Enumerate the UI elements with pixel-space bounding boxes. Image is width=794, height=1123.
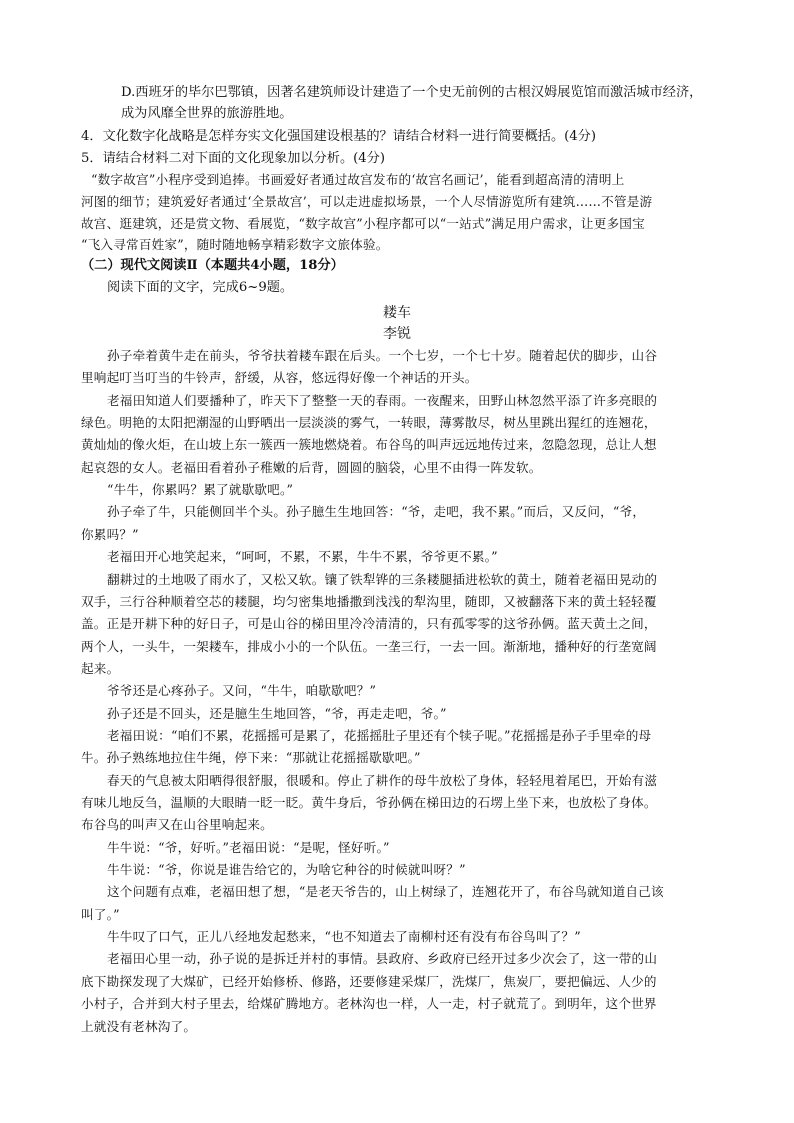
article-line: 盖。正是开耕下种的好日子，可是山谷的梯田里冷冷清清的，只有孤零零的这爷孙俩。蓝天黄土之间， <box>81 616 657 631</box>
article-title: 耧车 <box>383 305 411 321</box>
article-line: 黄灿灿的像火炬，在山坡上东一簇西一簇地燃烧着。布谷鸟的叫声远远地传过来，忽隐忽现，总让人想 <box>81 437 657 452</box>
article-line: 牛。孙子熟练地拉住牛绳，停下来：“那就让花摇摇歇歇吧。” <box>81 750 421 765</box>
article-line: 两个人，一头牛，一架耧车，排成小小的一个队伍。一垄三行，一去一回。渐渐地，播种好的行垄宽阔 <box>81 639 657 654</box>
article-line: 孙子牵着黄牛走在前头，爷爷扶着耧车跟在后头。一个七岁，一个七十岁。随着起伏的脚步，山谷 <box>107 348 658 363</box>
q5-material-line-3: 故宫、逛建筑，还是赏文物、看展览，“数字故宫”小程序都可以“一站式”满足用户需求，让更多国宝 <box>81 216 645 231</box>
question-4: 4．文化数字化战略是怎样夯实文化强国建设根基的？请结合材料一进行简要概括。(4分) <box>81 129 597 144</box>
article-line: 老福田开心地笑起来，“呵呵，不累，不累，牛牛不累，爷爷更不累。” <box>107 549 498 564</box>
article-line: 里响起叮当叮当的牛铃声，舒缓，从容，悠远得好像一个神话的开头。 <box>81 370 478 385</box>
article-line: 绿色。明艳的太阳把潮湿的山野晒出一层淡淡的雾气，一转眼，薄雾散尽，树丛里跳出猩红的连翘花， <box>81 415 657 430</box>
article-author: 李锐 <box>383 326 411 342</box>
article-line: 上就没有老林沟了。 <box>81 1019 197 1034</box>
q5-material-line-2: 河图的细节；建筑爱好者通过‘全景故宫’，可以走进虚拟场景，一个人尽情游览所有建筑……不管是游 <box>81 194 653 209</box>
article-line: 底下勘探发现了大煤矿，已经开始修桥、修路，还要修建采煤厂，洗煤厂，焦炭厂，要把偏远、人少的 <box>81 974 657 989</box>
q5-material-line-1: “数字故宫”小程序受到追捧。书画爱好者通过故宫发布的‘故宫名画记’，能看到超高清的清明上 <box>91 172 625 187</box>
article-line: 叫了。” <box>81 907 120 922</box>
option-d-line-1: D.西班牙的毕尔巴鄂镇，因著名建筑师设计建造了一个史无前例的古根汉姆展览馆而激活城市经济， <box>121 85 703 100</box>
article-line: 起哀怨的女人。老福田看着孙子稚嫩的后背，圆圆的脑袋，心里不由得一阵发软。 <box>81 460 542 475</box>
option-d-line-2: 成为风靡全世界的旅游胜地。 <box>121 106 293 121</box>
article-line: 孙子牵了牛，只能侧回半个头。孙子臆生生地回答：“爷，走吧，我不累。”而后，又反问，“爷， <box>107 504 646 519</box>
article-line: 双手，三行谷种顺着空芯的耧腿，均匀密集地播撒到浅浅的犁沟里，随即，又被翻落下来的黄土轻轻覆 <box>81 594 657 609</box>
article-line: 有味儿地反刍，温顺的大眼睛一眨一眨。黄牛身后，爷孙俩在梯田边的石塄上坐下来，也放松了身体。 <box>81 795 657 810</box>
section-heading: （二）现代文阅读Ⅱ（本题共4小题，18分） <box>81 258 344 273</box>
q5-material-line-4: “飞入寻常百姓家”，随时随地畅享精彩数字文旅体验。 <box>81 237 389 252</box>
article-line: 老福田心里一动，孙子说的是拆迁并村的事情。县政府、乡政府已经开过多少次会了，这一带的山 <box>107 951 658 966</box>
article-line: 老福田说：“咱们不累，花摇摇可是累了，花摇摇肚子里还有个犊子呢。”花摇摇是孙子手里牵的母 <box>107 728 652 743</box>
article-line: 春天的气息被太阳晒得很舒服，很暖和。停止了耕作的母牛放松了身体，轻轻甩着尾巴，开始有滋 <box>107 773 658 788</box>
article-line: “牛牛，你累吗？累了就歇歇吧。” <box>107 482 294 497</box>
article-line: 牛牛叹了口气，正儿八经地发起愁来，“也不知道去了南柳村还有没有布谷鸟叫了？” <box>107 929 581 944</box>
section-instruction: 阅读下面的文字，完成6~9题。 <box>107 280 294 295</box>
article-line: 老福田知道人们要播种了，昨天下了整整一天的春雨。一夜醒来，田野山林忽然平添了许多亮眼的 <box>107 393 658 408</box>
article-line: 牛牛说：“爷，你说是谁告给它的，为啥它种谷的时候就叫呀？” <box>107 862 466 877</box>
article-line: 牛牛说：“爷，好听。”老福田说：“是呢，怪好听。” <box>107 840 390 855</box>
article-line: 这个问题有点难，老福田想了想，“是老天爷告的，山上树绿了，连翘花开了，布谷鸟就知道自己该 <box>107 884 664 899</box>
article-line: 起来。 <box>81 661 120 676</box>
article-line: 布谷鸟的叫声又在山谷里响起来。 <box>81 817 273 832</box>
question-5: 5．请结合材料二对下面的文化现象加以分析。(4分) <box>81 151 386 166</box>
article-line: 孙子还是不回头，还是臆生生地回答，“爷，再走走吧，爷。” <box>107 706 447 721</box>
article-line: 翻耕过的土地吸了雨水了，又松又软。镶了铁犁铧的三条耧腿插进松软的黄土，随着老福田晃动的 <box>107 572 658 587</box>
article-line: 你累吗？” <box>81 527 139 542</box>
article-line: 小村子，合并到大村子里去，给煤矿腾地方。老林沟也一样，人一走，村子就荒了。到明年，这个世界 <box>81 996 657 1011</box>
article-line: 爷爷还是心疼孙子。又问，“牛牛，咱歇歇吧？” <box>107 683 377 698</box>
